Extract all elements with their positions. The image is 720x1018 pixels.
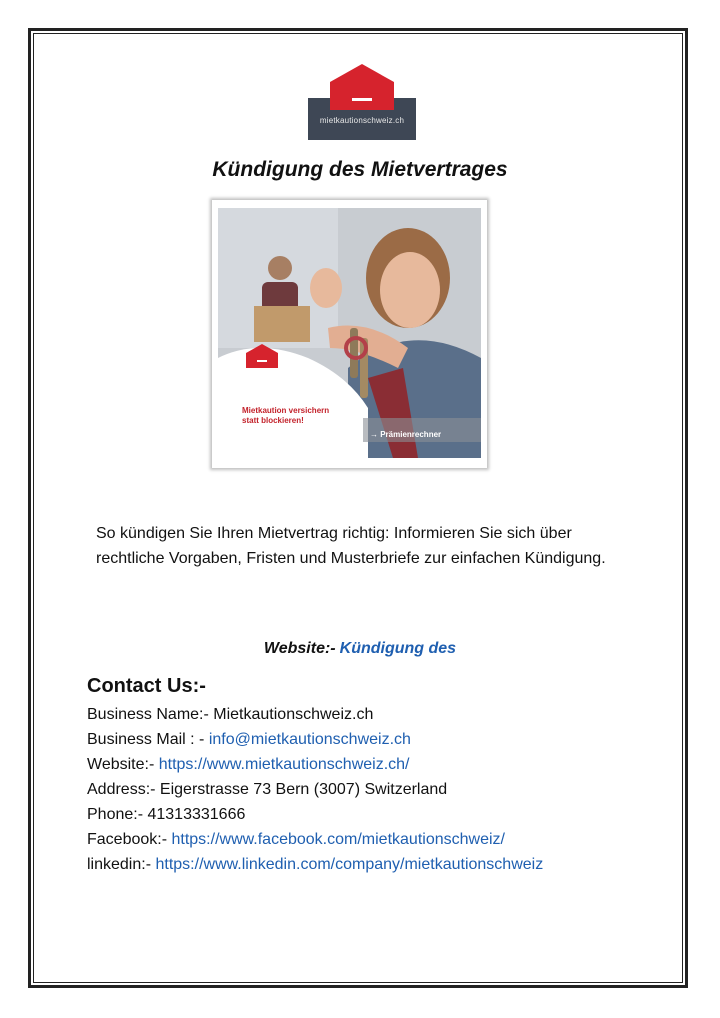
contact-label: linkedin:- <box>87 856 156 873</box>
contact-value: 41313331666 <box>147 806 246 823</box>
premium-calculator-link[interactable]: → Prämienrechner <box>370 430 442 439</box>
contact-label: Website:- <box>87 756 159 773</box>
brand-logo <box>308 60 416 140</box>
contact-row-linkedin <box>87 852 667 877</box>
house-logo-icon <box>308 60 416 140</box>
website-link[interactable]: Kündigung des <box>339 640 457 657</box>
hero-image <box>212 200 487 468</box>
contact-row-phone <box>87 802 667 827</box>
contact-value: Mietkautionschweiz.ch <box>213 706 374 723</box>
website-label: Website:- <box>263 640 336 657</box>
contact-label: Phone:- <box>87 806 148 823</box>
hero-photo <box>218 208 481 458</box>
contact-label: Address:- <box>87 781 160 798</box>
contact-heading: Contact Us:- <box>87 675 206 697</box>
page-title: Kündigung des Mietvertrages <box>212 158 508 181</box>
contact-list <box>87 702 667 877</box>
contact-value: Eigerstrasse 73 Bern (3007) Switzerland <box>159 781 448 798</box>
facebook-link[interactable]: https://www.facebook.com/mietkautionschweiz/ <box>171 831 505 848</box>
website-line <box>0 640 720 658</box>
contact-label: Business Mail : - <box>87 731 209 748</box>
website-url-link[interactable]: https://www.mietkautionschweiz.ch/ <box>158 756 410 773</box>
hero-caption: Mietkaution versichern statt blockieren! <box>242 406 330 425</box>
contact-row-facebook <box>87 827 667 852</box>
contact-label: Business Name:- <box>87 706 214 723</box>
contact-label: Facebook:- <box>87 831 172 848</box>
email-link[interactable]: info@mietkautionschweiz.ch <box>208 731 411 748</box>
logo-wordmark: mietkautionschweiz.ch <box>319 116 405 125</box>
contact-row-website <box>87 752 667 777</box>
linkedin-link[interactable]: https://www.linkedin.com/company/mietkautionschweiz <box>155 856 544 873</box>
contact-row-business-mail <box>87 727 667 752</box>
intro-paragraph: So kündigen Sie Ihren Mietvertrag richtig: Informieren Sie sich über rechtliche Vorgaben, Fristen und Musterbriefe zur einfachen Kündigung. <box>96 525 606 567</box>
contact-row-address <box>87 777 667 802</box>
contact-row-business-name <box>87 702 667 727</box>
